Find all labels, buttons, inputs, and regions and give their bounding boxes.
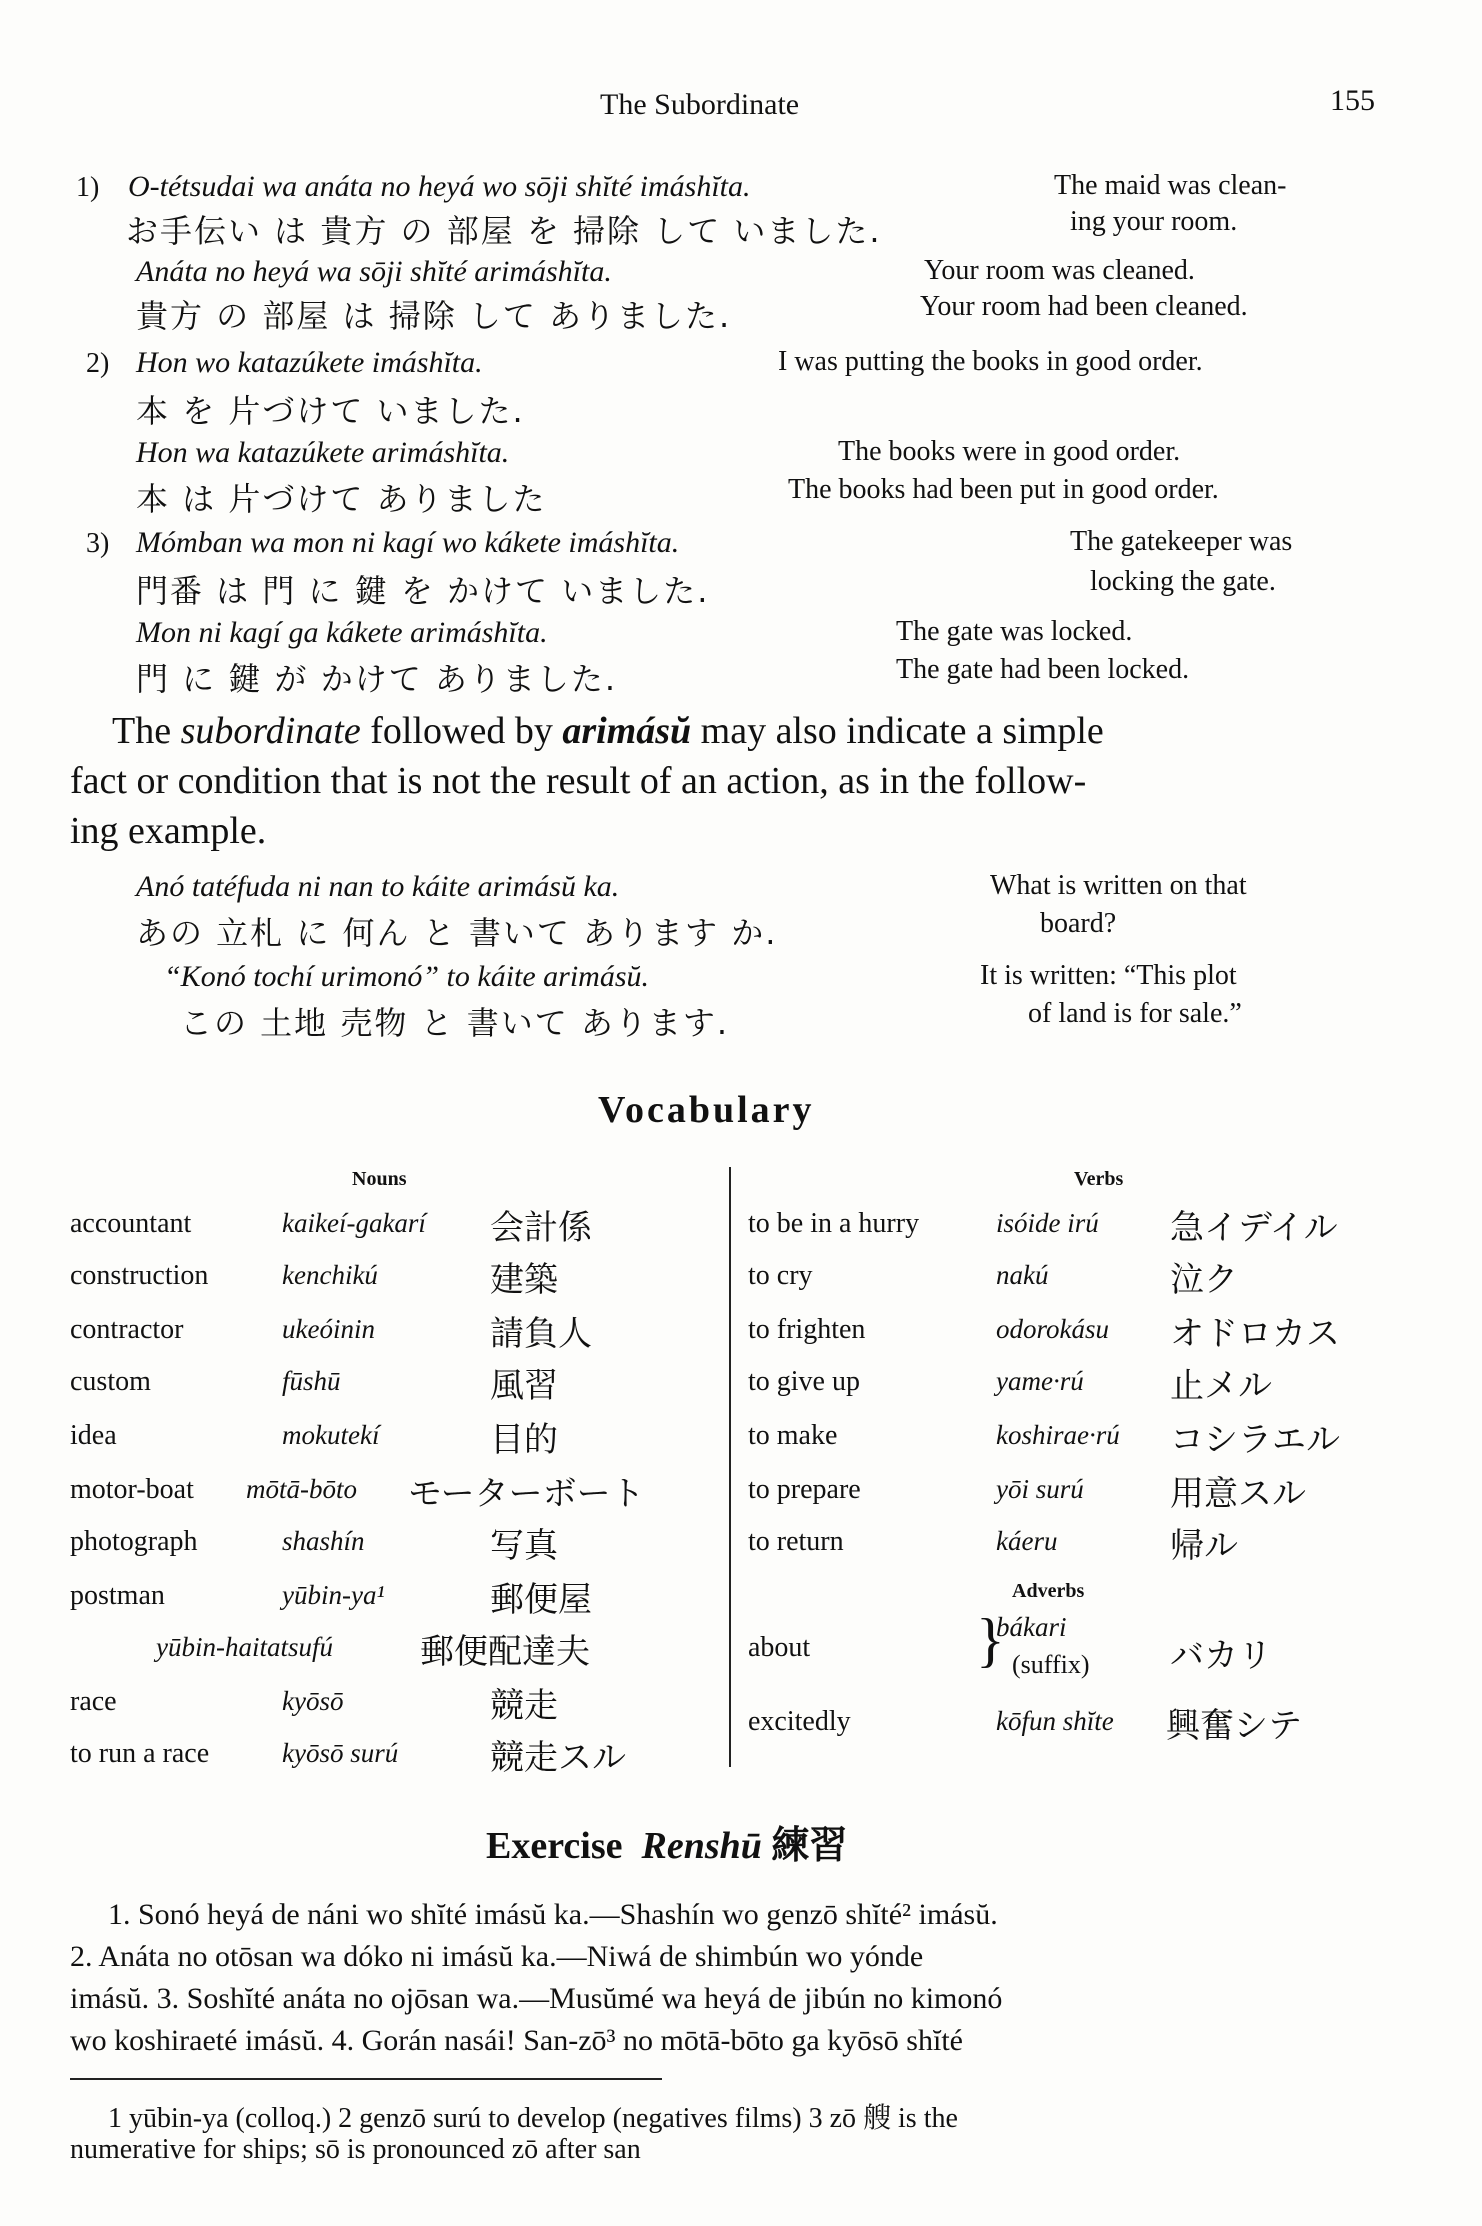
example-japanese: 門 に 鍵 が かけて ありました. (136, 660, 618, 698)
adverbs-heading: Adverbs (1012, 1580, 1085, 1602)
noun-romaji: yūbin-ya¹ (282, 1580, 385, 1610)
example-romaji: Mómban wa mon ni kagí wo kákete imáshĭta. (136, 526, 680, 559)
example-english: The books had been put in good order. (788, 474, 1219, 505)
noun-english: construction (70, 1260, 209, 1291)
page-number: 155 (1330, 84, 1375, 117)
example-english: The books were in good order. (838, 436, 1181, 467)
verb-english: to prepare (748, 1474, 861, 1505)
example-english: of land is for sale.” (1028, 998, 1242, 1029)
example-number: 1) (76, 172, 100, 203)
verb-romaji: yame·rú (996, 1366, 1084, 1396)
noun-kanji: 競走 (490, 1686, 558, 1726)
example-japanese: あの 立札 に 何ん と 書いて あります か. (136, 914, 778, 952)
verb-kanji: コシラエル (1170, 1420, 1340, 1460)
example-japanese: この 土地 売物 と 書いて あります. (180, 1004, 730, 1042)
example-english: I was putting the books in good order. (778, 346, 1203, 377)
example-romaji: Hon wo katazúkete imáshĭta. (136, 346, 483, 379)
adverb-romaji: kōfun shĭte (996, 1706, 1114, 1736)
noun-kanji: 郵便配達夫 (420, 1632, 590, 1672)
body-paragraph-line: The subordinate followed by arimásŭ may also indicate a simple (112, 710, 1104, 752)
running-head: The Subordinate (600, 88, 800, 121)
noun-english: postman (70, 1580, 165, 1611)
noun-romaji: fūshū (282, 1366, 341, 1396)
example-japanese: 貴方 の 部屋 は 掃除 して ありました. (136, 297, 732, 335)
verb-english: to cry (748, 1260, 813, 1291)
column-divider (729, 1167, 731, 1767)
example-romaji: Mon ni kagí ga kákete arimáshĭta. (136, 616, 548, 649)
example-japanese: 本 を 片づけて いました. (136, 392, 525, 430)
example-english: locking the gate. (1090, 566, 1276, 597)
adverb-romaji: bákari (996, 1612, 1067, 1642)
noun-english: photograph (70, 1526, 198, 1557)
example-number: 2) (86, 348, 110, 379)
example-english: Your room was cleaned. (924, 255, 1195, 286)
exercise-line: 2. Anáta no otōsan wa dóko ni imásŭ ka.—Niwá de shimbún wo yónde (70, 1940, 924, 1973)
body-paragraph-line: fact or condition that is not the result of an action, as in the follow- (70, 760, 1087, 802)
verb-romaji: isóide irú (996, 1208, 1099, 1238)
footnote-rule (70, 2078, 662, 2080)
noun-kanji: 競走スル (490, 1738, 626, 1778)
noun-romaji: shashín (282, 1526, 365, 1556)
noun-english: custom (70, 1366, 151, 1397)
adverb-english: excitedly (748, 1706, 851, 1737)
verb-english: to make (748, 1420, 838, 1451)
noun-english: idea (70, 1420, 117, 1451)
verb-romaji: odorokásu (996, 1314, 1109, 1344)
adverb-note: (suffix) (1012, 1650, 1090, 1679)
noun-romaji: yūbin-haitatsufú (156, 1632, 333, 1662)
example-romaji: Anáta no heyá wa sōji shĭté arimáshĭta. (136, 255, 612, 288)
exercise-line: 1. Sonó heyá de náni wo shĭté imásŭ ka.—Shashín wo genzō shĭté² imásŭ. (108, 1898, 998, 1931)
verb-romaji: nakú (996, 1260, 1049, 1290)
example-japanese: 本 は 片づけて ありました (136, 480, 547, 518)
verb-kanji: 止メル (1170, 1366, 1272, 1406)
noun-kanji: モーターボート (408, 1474, 645, 1514)
noun-kanji: 建築 (490, 1260, 558, 1300)
example-english: The gate was locked. (896, 616, 1133, 647)
example-romaji: O-tétsudai wa anáta no heyá wo sōji shĭté imáshĭta. (128, 170, 751, 203)
nouns-heading: Nouns (352, 1168, 407, 1190)
exercise-line: wo koshiraeté imásŭ. 4. Gorán nasái! San-zō³ no mōtā-bōto ga kyōsō shĭté (70, 2024, 963, 2057)
exercise-line: imásŭ. 3. Soshĭté anáta no ojōsan wa.—Musŭmé wa heyá de jibún no kimonó (70, 1982, 1003, 2015)
verb-kanji: オドロカス (1170, 1314, 1340, 1354)
exercise-title: Exercise Renshū 練習 (486, 1823, 848, 1867)
noun-kanji: 写真 (490, 1526, 558, 1566)
noun-romaji: kaikeí-gakarí (282, 1208, 426, 1238)
noun-kanji: 風習 (490, 1366, 558, 1406)
noun-english: motor-boat (70, 1474, 194, 1505)
example-english: The gatekeeper was (1070, 526, 1293, 557)
example-english: The gate had been locked. (896, 654, 1190, 685)
noun-kanji: 郵便屋 (490, 1580, 592, 1620)
noun-kanji: 目的 (490, 1420, 558, 1460)
noun-romaji: mōtā-bōto (246, 1474, 357, 1504)
noun-kanji: 請負人 (490, 1314, 592, 1354)
adverb-kanji: バカリ (1170, 1636, 1272, 1676)
noun-romaji: mokutekí (282, 1420, 380, 1450)
vocabulary-title: Vocabulary (598, 1089, 815, 1131)
example-english: The maid was clean- (1054, 170, 1287, 201)
verb-english: to be in a hurry (748, 1208, 920, 1239)
noun-romaji: kyōsō (282, 1686, 344, 1716)
adverb-kanji: 興奮シテ (1166, 1706, 1302, 1746)
verb-english: to return (748, 1526, 844, 1557)
verb-kanji: 用意スル (1170, 1474, 1306, 1514)
noun-english: accountant (70, 1208, 192, 1239)
noun-english: race (70, 1686, 117, 1717)
example-english: board? (1040, 908, 1117, 939)
example-number: 3) (86, 528, 110, 559)
verb-kanji: 泣ク (1170, 1260, 1238, 1300)
example-romaji: Hon wa katazúkete arimáshĭta. (136, 436, 510, 469)
example-english: Your room had been cleaned. (920, 291, 1248, 322)
noun-romaji: ukeóinin (282, 1314, 375, 1344)
footnote-line: numerative for ships; sō is pronounced zō after san (70, 2134, 641, 2165)
example-japanese: お手伝い は 貴方 の 部屋 を 掃除 して いました. (126, 212, 882, 250)
noun-kanji: 会計係 (490, 1208, 592, 1248)
verb-english: to give up (748, 1366, 860, 1397)
verb-english: to frighten (748, 1314, 866, 1345)
example-english: It is written: “This plot (980, 960, 1237, 991)
noun-english: contractor (70, 1314, 184, 1345)
example-romaji: Anó tatéfuda ni nan to káite arimásŭ ka. (136, 870, 620, 903)
verb-kanji: 急イデイル (1170, 1208, 1338, 1248)
noun-romaji: kyōsō surú (282, 1738, 399, 1768)
verb-romaji: koshirae·rú (996, 1420, 1120, 1450)
noun-english: to run a race (70, 1738, 210, 1769)
verb-romaji: yōi surú (996, 1474, 1084, 1504)
verb-romaji: káeru (996, 1526, 1058, 1556)
footnote-line: 1 yūbin-ya (colloq.) 2 genzō surú to develop (negatives films) 3 zō 艘 is the (108, 2103, 958, 2134)
body-paragraph-line: ing example. (70, 810, 267, 852)
example-romaji: “Konó tochí urimonó” to káite arimásŭ. (164, 960, 650, 993)
verbs-heading: Verbs (1074, 1168, 1124, 1190)
adverb-english: about (748, 1632, 811, 1663)
noun-romaji: kenchikú (282, 1260, 378, 1290)
example-english: What is written on that (990, 870, 1247, 901)
verb-kanji: 帰ル (1170, 1526, 1238, 1566)
example-english: ing your room. (1070, 206, 1238, 237)
brace-icon: } (976, 1607, 1005, 1673)
example-japanese: 門番 は 門 に 鍵 を かけて いました. (136, 572, 710, 610)
